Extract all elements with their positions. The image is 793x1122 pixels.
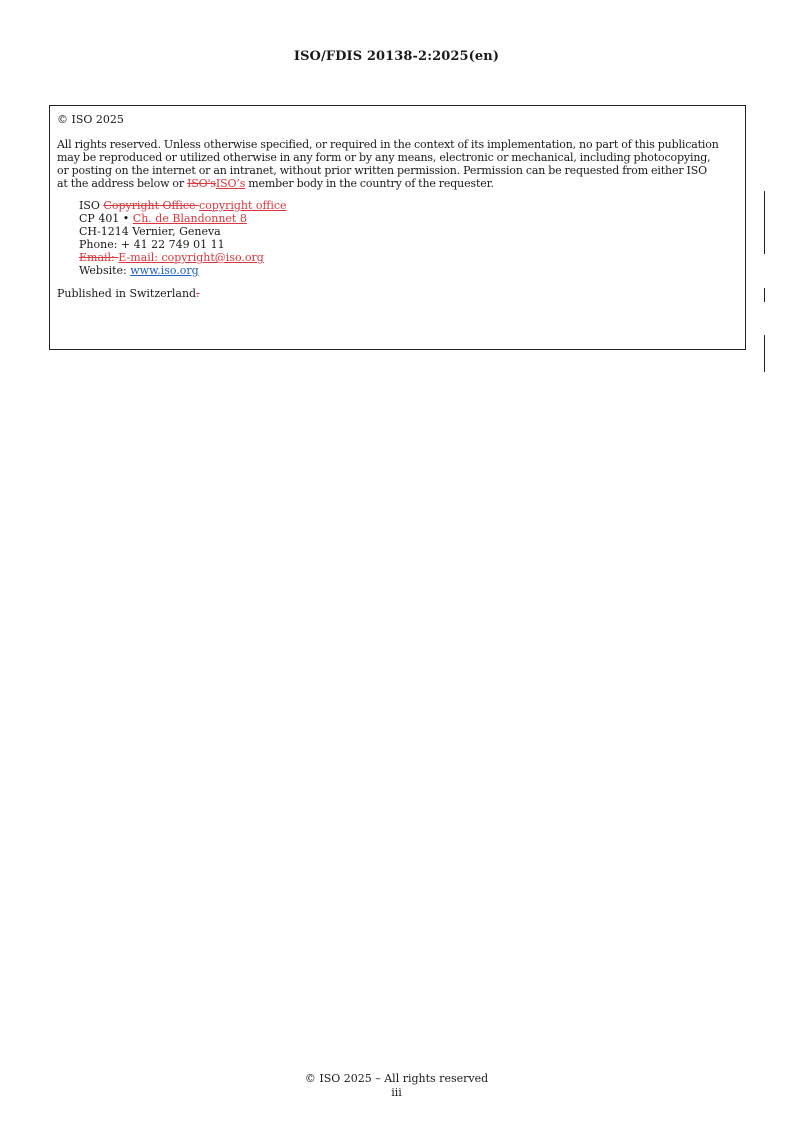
- iso-address-block: [57, 199, 737, 277]
- rights-line-4-after: member body in the country of the requester.: [245, 177, 494, 190]
- deleted-text-isos: ISO's: [187, 177, 216, 190]
- change-bar-1: [764, 191, 765, 254]
- address-city-line: CH-1214 Vernier, Geneva: [79, 225, 221, 238]
- inserted-text-isos: ISO’s: [215, 177, 246, 190]
- footer-rights-text: © ISO 2025 – All rights reserved: [304, 1072, 489, 1085]
- page-footer: [0, 1072, 793, 1100]
- address-phone-line: Phone: + 41 22 749 01 11: [79, 238, 225, 251]
- rights-reserved-paragraph: [57, 138, 737, 190]
- inserted-text-copyright-office: copyright office: [199, 199, 287, 212]
- copyright-notice-box: [49, 105, 746, 350]
- inserted-text-street: Ch. de Blandonnet 8: [132, 212, 247, 225]
- deleted-text-email: Email:: [79, 251, 119, 264]
- document-header-title: ISO/FDIS 20138-2:2025(en): [293, 49, 500, 64]
- change-bar-3: [764, 335, 765, 372]
- published-line: [57, 287, 737, 300]
- address-org-line: [79, 199, 737, 212]
- copyright-year-line: © ISO 2025: [57, 113, 124, 126]
- rights-paragraph-line-4: [57, 177, 737, 190]
- address-org-prefix: ISO: [79, 199, 104, 212]
- deleted-text-period: .: [196, 287, 200, 300]
- deleted-text-copyright-office: Copyright Office: [103, 199, 200, 212]
- rights-paragraph-line-3: or posting on the internet or an intranet, without prior written permission. Permission can be requested from either ISO: [57, 164, 707, 177]
- change-bar-2: [764, 288, 765, 302]
- address-website-line: [79, 264, 737, 277]
- website-label: Website:: [79, 264, 131, 277]
- address-cp-prefix: CP 401 •: [79, 212, 133, 225]
- rights-paragraph-line-1: All rights reserved. Unless otherwise specified, or required in the context of its implementation, no part of this publication: [57, 138, 719, 151]
- footer-page-number: iii: [391, 1086, 402, 1099]
- website-link[interactable]: www.iso.org: [130, 264, 199, 277]
- rights-line-4-before: at the address below or: [57, 177, 188, 190]
- address-email-line: [79, 251, 737, 264]
- published-text: Published in Switzerland: [57, 287, 197, 300]
- rights-paragraph-line-2: may be reproduced or utilized otherwise in any form or by any means, electronic or mechanical, including photocopying,: [57, 151, 711, 164]
- inserted-text-email: E-mail: copyright@iso.org: [118, 251, 264, 264]
- address-cp-line: [79, 212, 737, 225]
